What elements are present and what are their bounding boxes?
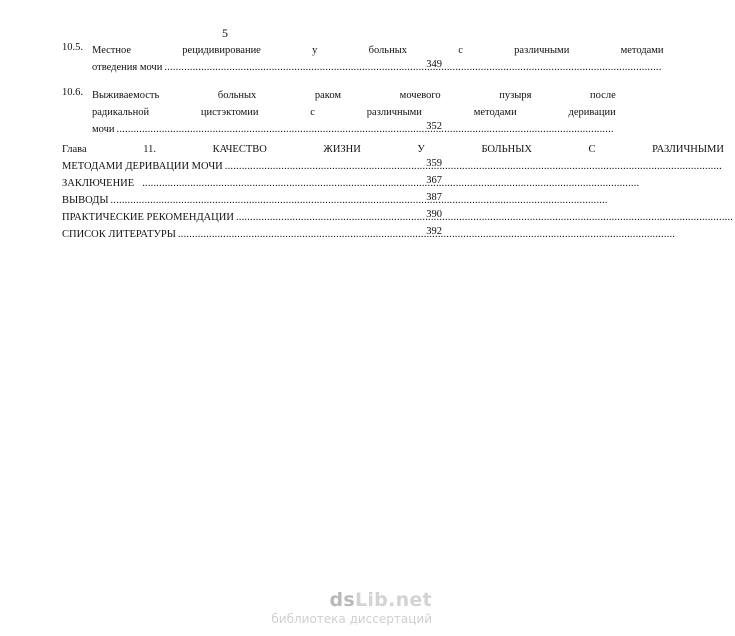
table-of-contents — [62, 42, 724, 243]
toc-entry-title-line: мочи — [92, 124, 115, 135]
toc-entry-page: 392 — [426, 226, 442, 237]
toc-entry[interactable] — [62, 175, 442, 192]
toc-entry-page: 390 — [426, 209, 442, 220]
toc-entry-page: 352 — [426, 121, 442, 132]
toc-entry[interactable] — [62, 141, 724, 175]
toc-entry-title-line: ВЫВОДЫ — [62, 195, 109, 206]
toc-entry-page: 359 — [426, 158, 442, 169]
toc-entry[interactable] — [62, 226, 442, 243]
toc-leader-dots — [111, 192, 608, 209]
toc-entry-title-line: Местное рецидивирование у больных с различными методами — [92, 45, 664, 56]
toc-entry-page: 349 — [426, 59, 442, 70]
toc-entry-page: 387 — [426, 192, 442, 203]
toc-entry[interactable] — [62, 209, 442, 226]
toc-entry-title-line: Выживаемость больных раком мочевого пузыря после — [92, 90, 616, 101]
toc-entry-number: 10.6. — [62, 87, 83, 98]
watermark-logo: dsLib.net — [329, 589, 432, 611]
page-number: 5 — [222, 26, 228, 40]
toc-leader-dots — [117, 121, 614, 138]
toc-entry-title-line: ЗАКЛЮЧЕНИЕ — [62, 178, 135, 189]
toc-entry-title-line: СПИСОК ЛИТЕРАТУРЫ — [62, 229, 176, 240]
toc-entry-title-line: отведения мочи — [92, 62, 163, 73]
dslib-watermark — [271, 589, 432, 626]
toc-entry-page: 367 — [426, 175, 442, 186]
watermark-subtitle: библиотека диссертаций — [271, 612, 432, 626]
toc-entry-title-line: МЕТОДАМИ ДЕРИВАЦИИ МОЧИ — [62, 161, 223, 172]
toc-entry-number: 10.5. — [62, 42, 83, 53]
toc-leader-dots — [236, 209, 733, 226]
toc-entry-title-line: ПРАКТИЧЕСКИЕ РЕКОМЕНДАЦИИ — [62, 212, 234, 223]
toc-entry[interactable] — [62, 192, 442, 209]
toc-entry-title-line: Глава 11. КАЧЕСТВО ЖИЗНИ У БОЛЬНЫХ С РАЗЛИЧНЫМИ — [62, 144, 724, 155]
toc-entry[interactable] — [62, 42, 664, 76]
toc-entry-title-line: радикальной цистэктомии с различными методами деривации — [92, 107, 616, 118]
toc-leader-dots — [225, 158, 722, 175]
toc-entry[interactable] — [62, 87, 616, 138]
toc-leader-dots — [142, 175, 639, 192]
